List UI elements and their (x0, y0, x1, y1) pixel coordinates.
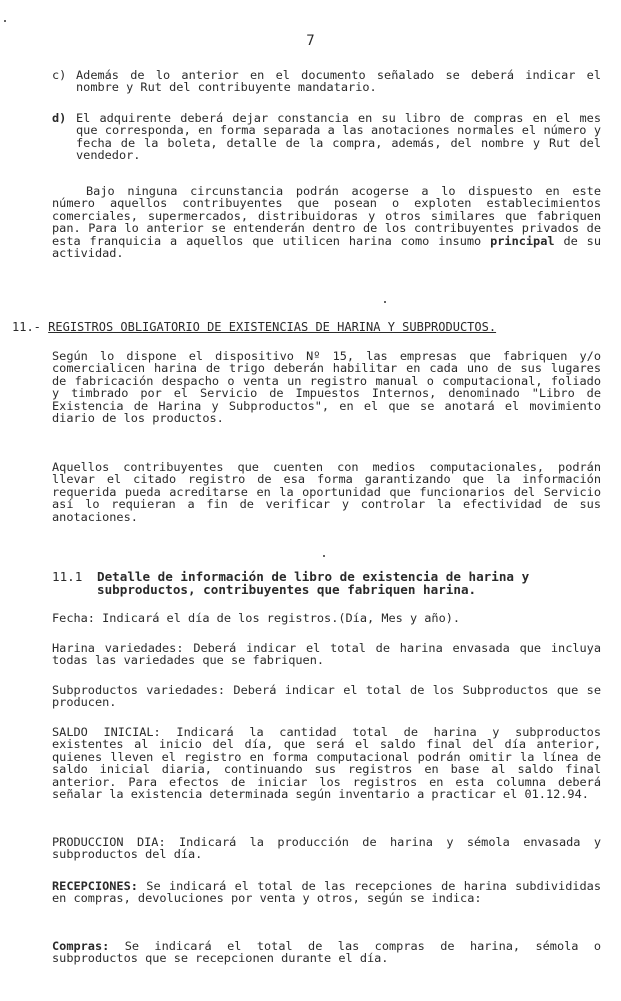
subproductos-label: Subproductos variedades: (52, 683, 226, 697)
recepciones-text: Se indicará el total de las recepciones de harina subdivididas en compras, devoluciones por venta y otros, según se indica: (52, 879, 601, 906)
fecha-label: Fecha: (52, 611, 95, 625)
field-produccion-dia (52, 836, 601, 861)
item-d-text: El adquirente deberá dejar constancia en su libro de compras en el mes que corresponda, en forma separada a las anotaciones normales el número y fecha de la boleta, detalle de la compra, además, del nombre y Rut del vendedor. (76, 111, 601, 163)
field-compras (52, 940, 601, 965)
section-11-heading (12, 320, 496, 334)
scan-speck (384, 301, 386, 303)
fecha-text: Indicará el día de los registros.(Día, Mes y año). (102, 611, 461, 625)
paragraph-bajo-tail: de su actividad. (52, 233, 601, 261)
paragraph-segun: Según lo dispone el dispositivo Nº 15, las empresas que fabriquen y/o comercialicen harina de trigo deberán habilitar en cada uno de sus lugares de fabricación despacho o venta un registro manual o computacional, foliado y timbrado por el Servicio de Impuestos Internos, denominado "Libro de Existencia de Harina y Subproductos", en el que se anotará el movimiento diario de los productos. (52, 349, 601, 426)
section-11-title: REGISTROS OBLIGATORIO DE EXISTENCIAS DE HARINA Y SUBPRODUCTOS. (48, 320, 497, 334)
item-c-marker: c) (52, 68, 67, 82)
paragraph-bajo-ninguna (52, 185, 601, 259)
recepciones-label: RECEPCIONES: (52, 879, 138, 893)
item-d-marker: d) (52, 111, 67, 125)
section-11-1-title: Detalle de información de libro de existencia de harina y subproductos, contribuyentes que fabriquen harina. (97, 569, 530, 597)
paragraph-bajo-text: Bajo ninguna circunstancia podrán acogerse a lo dispuesto en este número aquellos contribuyentes que posean o exploten establecimientos comerciales, supermercados, distribuidoras y otros similares que fabriquen pan. Para lo anterior se entenderán dentro de los contribuyentes privados de esta franquicia a aquellos que utilicen harina como insumo (52, 184, 601, 248)
field-harina-variedades (52, 642, 601, 667)
saldo-label: SALDO INICIAL: (52, 725, 161, 739)
harina-text: Deberá indicar el total de harina envasada que incluya todas las variedades que se fabriquen. (52, 641, 601, 668)
produccion-label: PRODUCCION DIA: (52, 835, 166, 849)
field-saldo-inicial (52, 726, 601, 800)
subproductos-text: Deberá indicar el total de los Subproductos que se producen. (52, 683, 601, 710)
field-fecha (52, 612, 601, 624)
scan-speck (4, 20, 6, 22)
item-c-text: Además de lo anterior en el documento señalado se deberá indicar el nombre y Rut del contribuyente mandatario. (76, 68, 601, 95)
page-number: 7 (306, 33, 315, 49)
saldo-text: Indicará la cantidad total de harina y subproductos existentes al inicio del día, que será el saldo final del día anterior, quienes lleven el registro en forma computacional podrán omitir la línea de saldo inicial diaria, continuando sus registros en base al saldo final anterior. Para efectos de iniciar los registros en esta columna deberá señalar la existencia determinada según inventario a practicar el 01.12.94. (52, 725, 601, 802)
compras-text: Se indicará el total de las compras de harina, sémola o subproductos que se recepcionen durante el día. (52, 939, 601, 966)
paragraph-aquellos: Aquellos contribuyentes que cuenten con medios computacionales, podrán llevar el citado registro de esa forma garantizando que la información requerida pueda acreditarse en la oportunidad que funcionarios del Servicio así lo requieran a fin de verificar y controlar la efectividad de sus anotaciones. (52, 460, 601, 524)
field-subproductos-variedades (52, 684, 601, 709)
scan-speck (323, 555, 325, 557)
section-11-number: 11.- (12, 320, 41, 334)
produccion-text: Indicará la producción de harina y sémola envasada y subproductos del día. (52, 835, 601, 862)
section-11-1-number: 11.1 (52, 569, 83, 584)
harina-label: Harina variedades: (52, 641, 184, 655)
compras-label: Compras: (52, 939, 110, 953)
field-recepciones (52, 880, 601, 905)
paragraph-bajo-bold: principal (490, 233, 555, 248)
